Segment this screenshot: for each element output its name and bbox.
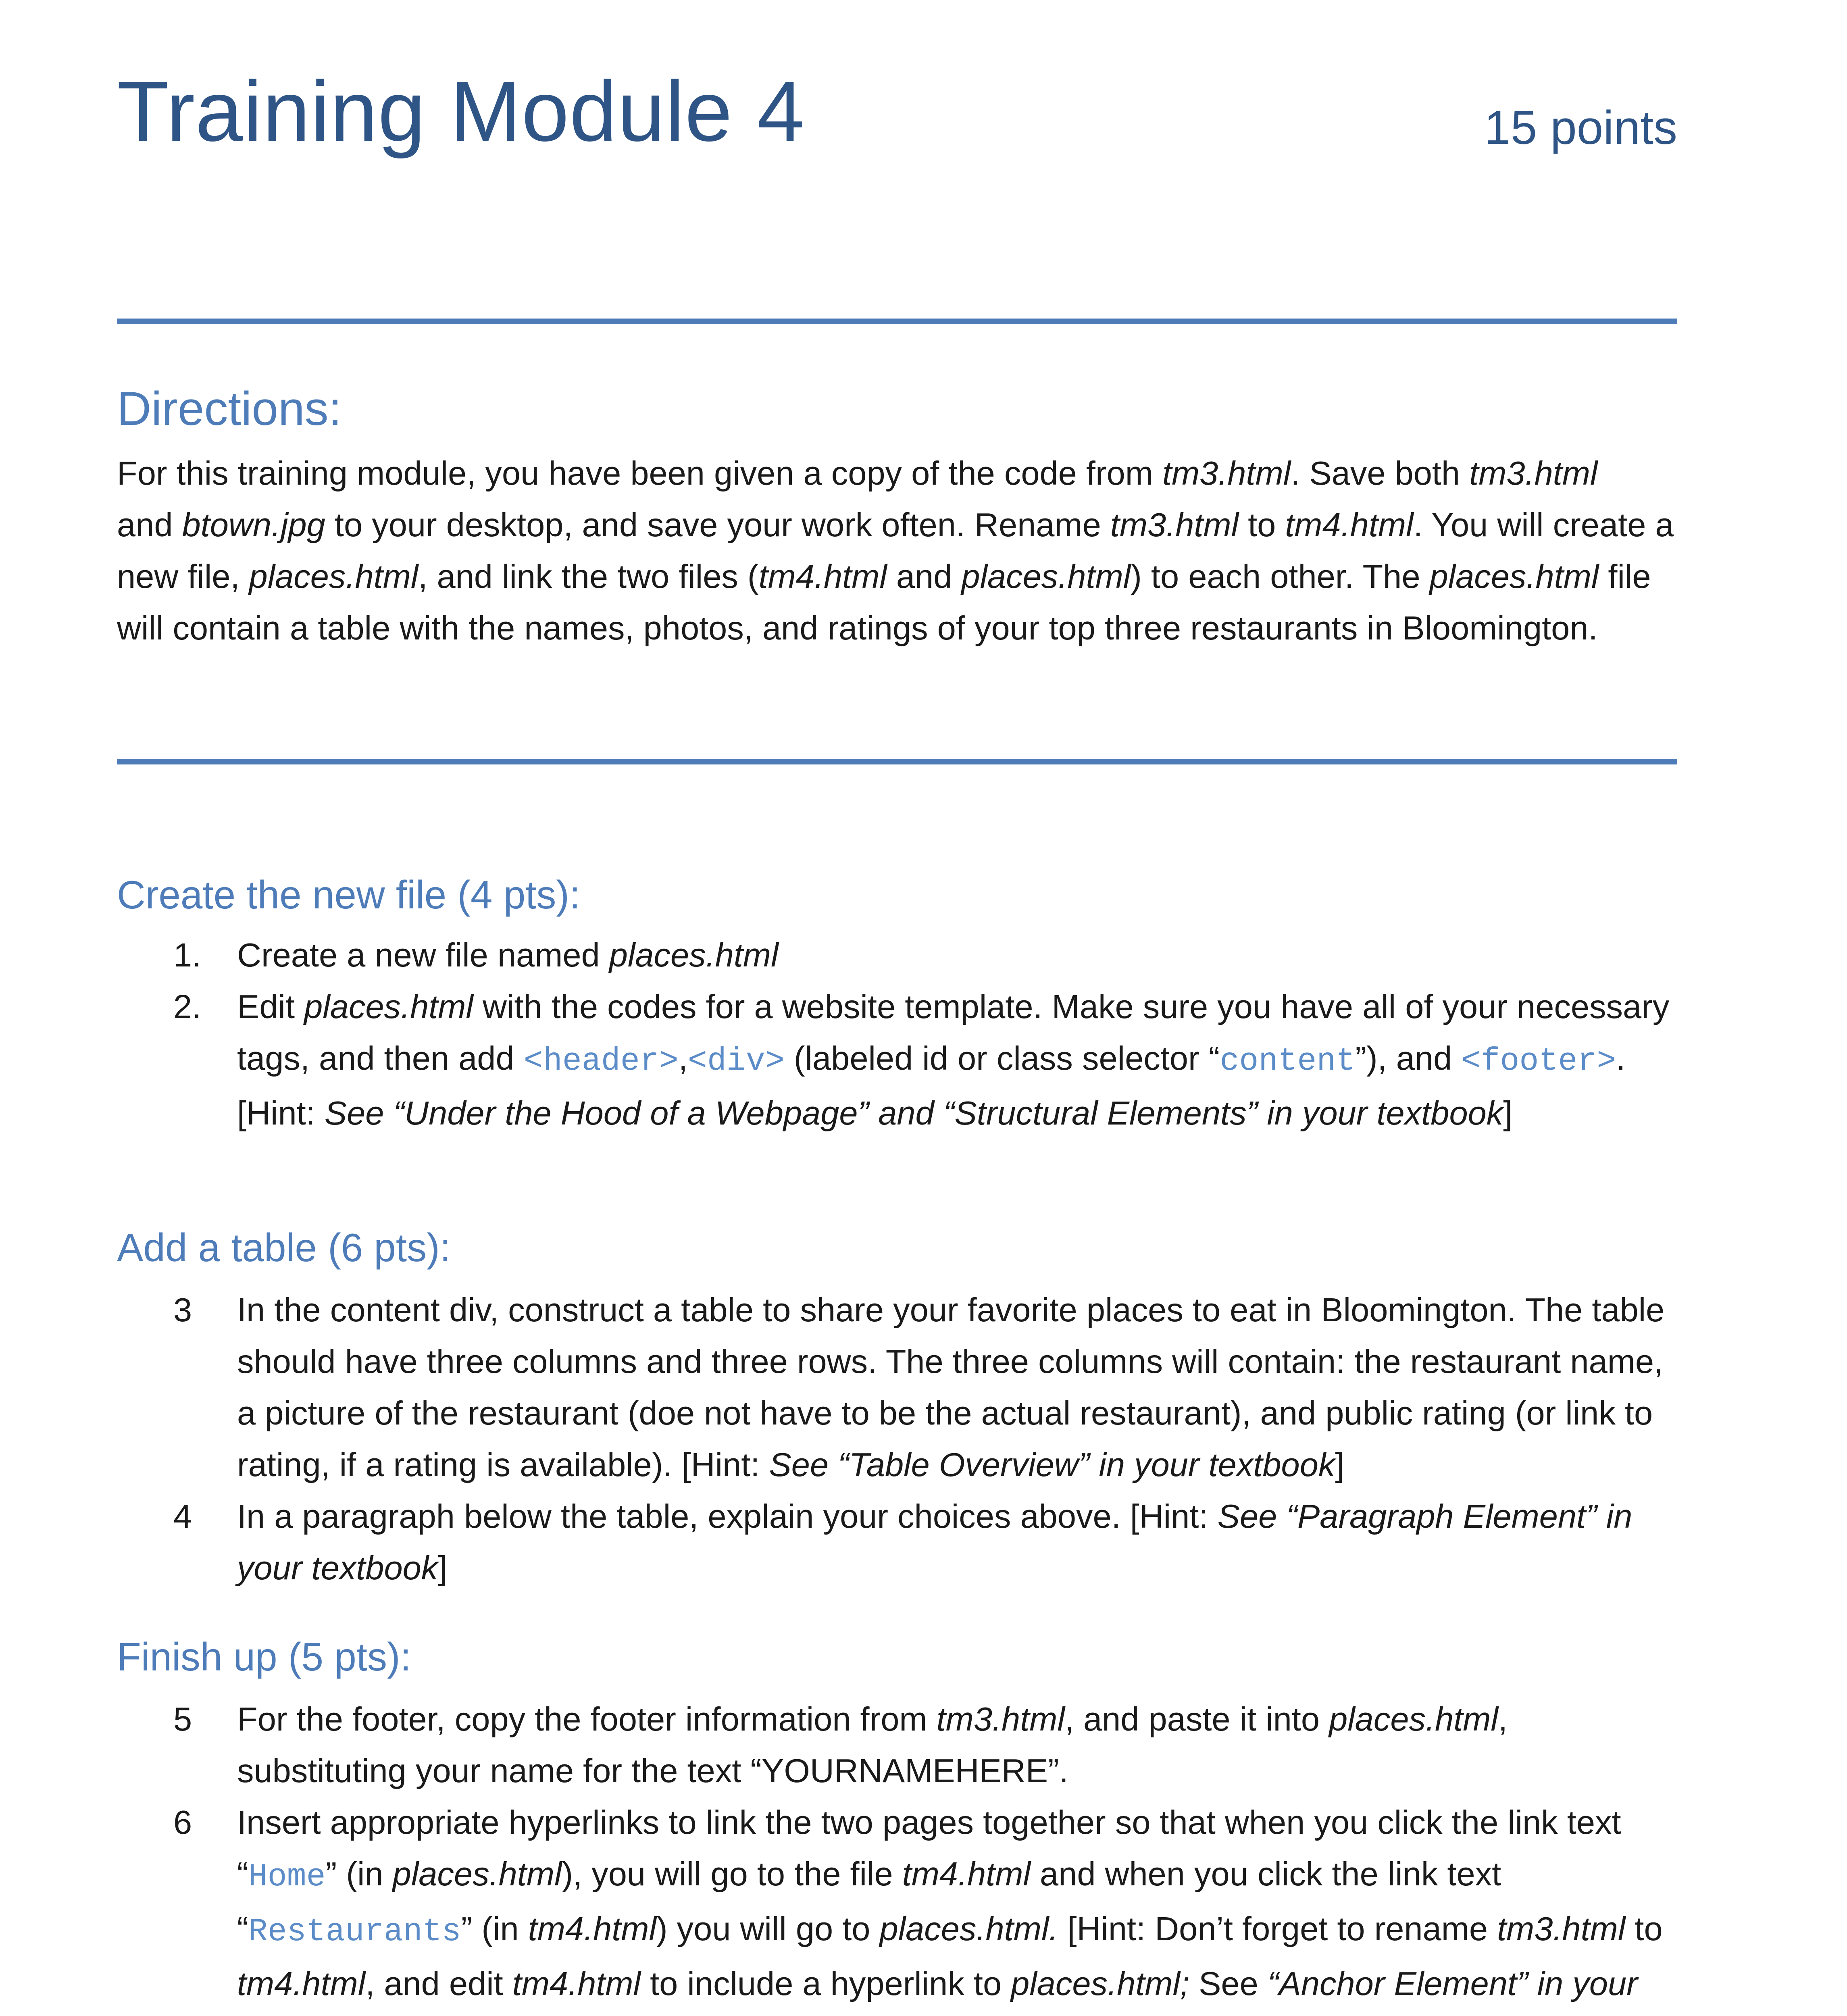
filename: places.html [304, 988, 473, 1025]
task-list-table [117, 1284, 1677, 1594]
code-restaurants-link: Restaurants [248, 1914, 461, 1950]
task-list-finish [117, 1693, 1677, 2016]
code-header-tag: <header> [523, 1043, 679, 1080]
filename: places.html [249, 558, 419, 595]
directions-heading: Directions: [117, 382, 342, 435]
list-item: 3 In the content div, construct a table to share your favorite places to eat in Bloomington. The table should have three columns and three rows. The three columns will contain: the restaurant name, a picture of the restaurant (doe not have to be the actual restaurant), and public rating (or link to rating, if a rating is available). [Hint: See “Table Overview” in your textbook] [117, 1284, 1677, 1491]
filename: tm4.html [1285, 506, 1414, 544]
hint-text: “Anchor Element” in your [1267, 1965, 1638, 2002]
points-label: 15 points [1484, 101, 1677, 154]
list-item: 6 Insert appropriate hyperlinks to link the two pages together so that when you click the link text “Home” (in places.html), you will go to the file tm4.html and when you click the link text “Restaurants” (in tm4.html) you will go to places.html. [Hint: Don’t forget to rename tm3.html to tm4.html, and edit tm4.html to include a hyperlink to places.html; See “Anchor Element” in your [117, 1797, 1677, 2016]
filename: tm3.html [1162, 454, 1291, 492]
section-heading-finish: Finish up (5 pts): [117, 1635, 411, 1679]
item-number: 6 [173, 1804, 192, 1841]
filename: tm3.html [1110, 506, 1239, 544]
item-number: 2. [173, 988, 202, 1025]
item-number: 4 [173, 1497, 192, 1535]
code-home-link: Home [248, 1859, 326, 1895]
filename: tm4.html [528, 1910, 656, 1947]
filename: tm3.html [936, 1700, 1065, 1738]
hint-text: See “Table Overview” in your textbook [769, 1446, 1335, 1483]
directions-paragraph: For this training module, you have been given a copy of the code from tm3.html. Save both tm3.html and btown.jpg to your desktop, and save your work often. Rename tm3.html to tm4.html. You will create a new file, places.html, and link the two files (tm4.html and places.html) to each other. The places.html file will contain a table with the names, photos, and ratings of your top three restaurants in Bloomington. [117, 454, 1674, 647]
divider-top [117, 319, 1677, 324]
filename: places.html; [1011, 1965, 1190, 2002]
list-item: 1. Create a new file named places.html [117, 929, 1677, 981]
section-heading-create: Create the new file (4 pts): [117, 873, 581, 917]
filename: tm3.html [1497, 1910, 1626, 1947]
code-content-selector: content [1220, 1043, 1356, 1080]
filename: places.html [392, 1855, 562, 1893]
hint-text: See “Paragraph Element” in your textbook [237, 1497, 1633, 1587]
filename: places.html [609, 936, 779, 974]
filename: btown.jpg [182, 506, 325, 544]
page-title: Training Module 4 [117, 63, 805, 159]
filename: places.html [1429, 558, 1599, 595]
filename: tm3.html [1469, 454, 1598, 492]
task-list-create [117, 929, 1677, 1139]
list-item: 2. Edit places.html with the codes for a website template. Make sure you have all of your necessary tags, and then add <header>,<div> (labeled id or class selector “content”), and <footer>. [Hint: See “Under the Hood of a Webpage” and “Structural Elements” in your textbook] [117, 981, 1677, 1139]
filename: places.html [1329, 1700, 1498, 1738]
item-number: 5 [173, 1700, 192, 1738]
filename: tm4.html [902, 1855, 1031, 1893]
filename: places.html [961, 558, 1131, 595]
code-footer-tag: <footer> [1461, 1043, 1616, 1080]
filename: tm4.html [512, 1965, 641, 2002]
divider-bottom [117, 759, 1677, 764]
item-number: 3 [173, 1291, 192, 1329]
section-heading-table: Add a table (6 pts): [117, 1225, 451, 1270]
filename: tm4.html [237, 1965, 366, 2002]
code-div-tag: <div> [687, 1043, 785, 1080]
filename: places.html. [879, 1910, 1058, 1947]
item-number: 1. [173, 936, 202, 974]
list-item: 4 In a paragraph below the table, explain your choices above. [Hint: See “Paragraph Element” in your textbook] [117, 1491, 1677, 1594]
list-item: 5 For the footer, copy the footer information from tm3.html, and paste it into places.html, substituting your name for the text “YOURNAMEHERE”. [117, 1693, 1677, 1797]
filename: tm4.html [758, 558, 887, 595]
hint-text: See “Under the Hood of a Webpage” and “Structural Elements” in your textbook [324, 1094, 1503, 1132]
